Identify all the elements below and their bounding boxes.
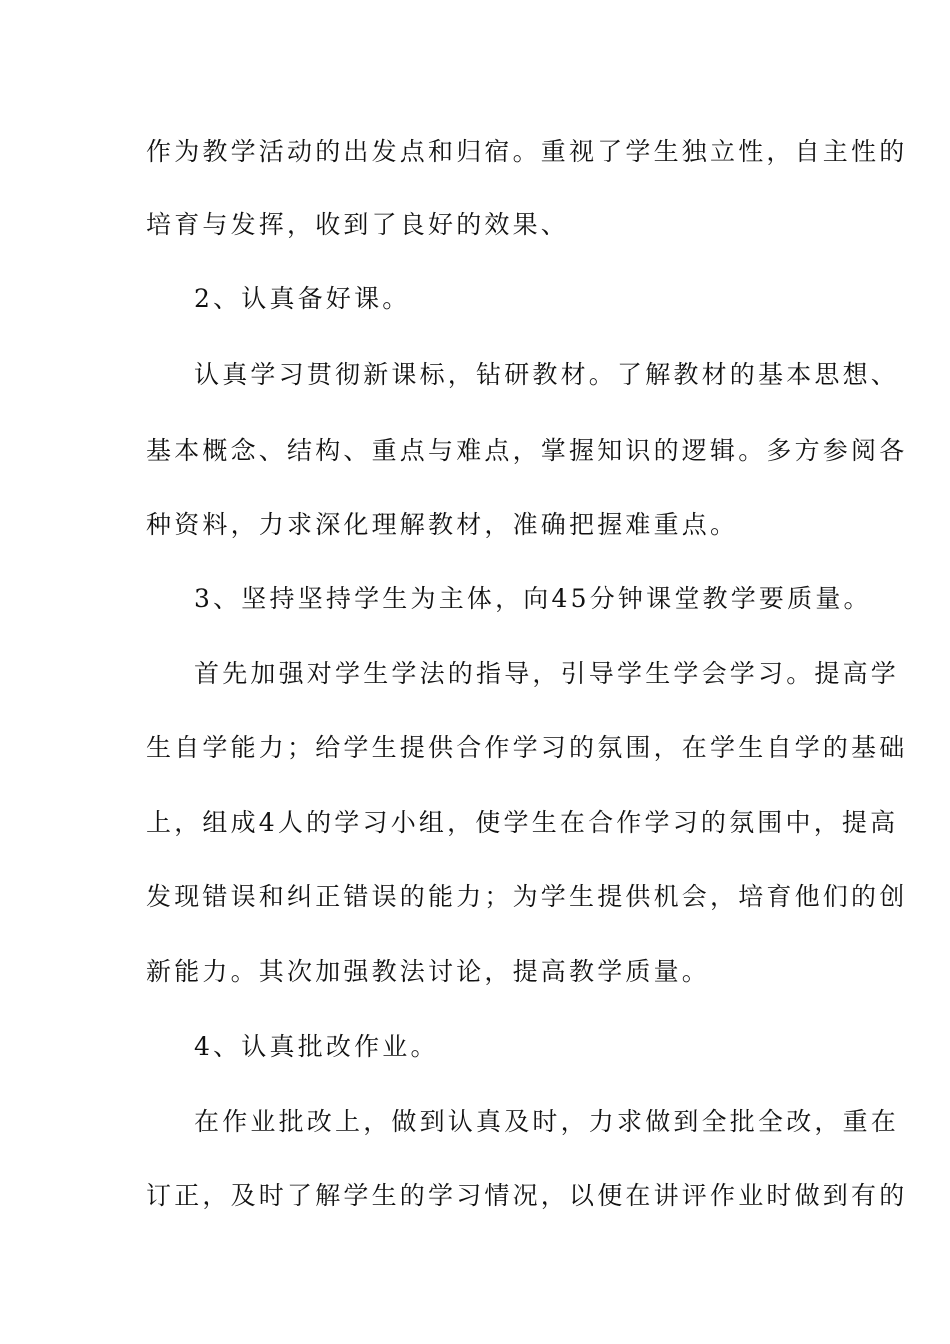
text-line: 种资料，力求深化理解教材，准确把握难重点。: [146, 510, 739, 539]
section-heading: 4、认真批改作业。: [194, 1032, 439, 1061]
text-line: 发现错误和纠正错误的能力；为学生提供机会，培育他们的创: [146, 882, 908, 911]
text-line: 新能力。其次加强教法讨论，提高教学质量。: [146, 957, 711, 986]
text-line: 上，组成4人的学习小组，使学生在合作学习的氛围中，提高: [146, 808, 899, 837]
text-line: 在作业批改上，做到认真及时，力求做到全批全改，重在: [194, 1107, 900, 1136]
text-line: 作为教学活动的出发点和归宿。重视了学生独立性，自主性的: [146, 137, 908, 166]
text-line: 生自学能力；给学生提供合作学习的氛围，在学生自学的基础: [146, 733, 908, 762]
text-line: 认真学习贯彻新课标，钻研教材。了解教材的基本思想、: [194, 360, 900, 389]
text-line: 基本概念、结构、重点与难点，掌握知识的逻辑。多方参阅各: [146, 436, 908, 465]
text-line: 订正，及时了解学生的学习情况，以便在讲评作业时做到有的: [146, 1181, 908, 1210]
text-line: 培育与发挥，收到了良好的效果、: [146, 210, 570, 239]
section-heading: 3、坚持坚持学生为主体，向45分钟课堂教学要质量。: [194, 584, 872, 613]
section-heading: 2、认真备好课。: [194, 284, 411, 313]
text-line: 首先加强对学生学法的指导，引导学生学会学习。提高学: [194, 659, 900, 688]
